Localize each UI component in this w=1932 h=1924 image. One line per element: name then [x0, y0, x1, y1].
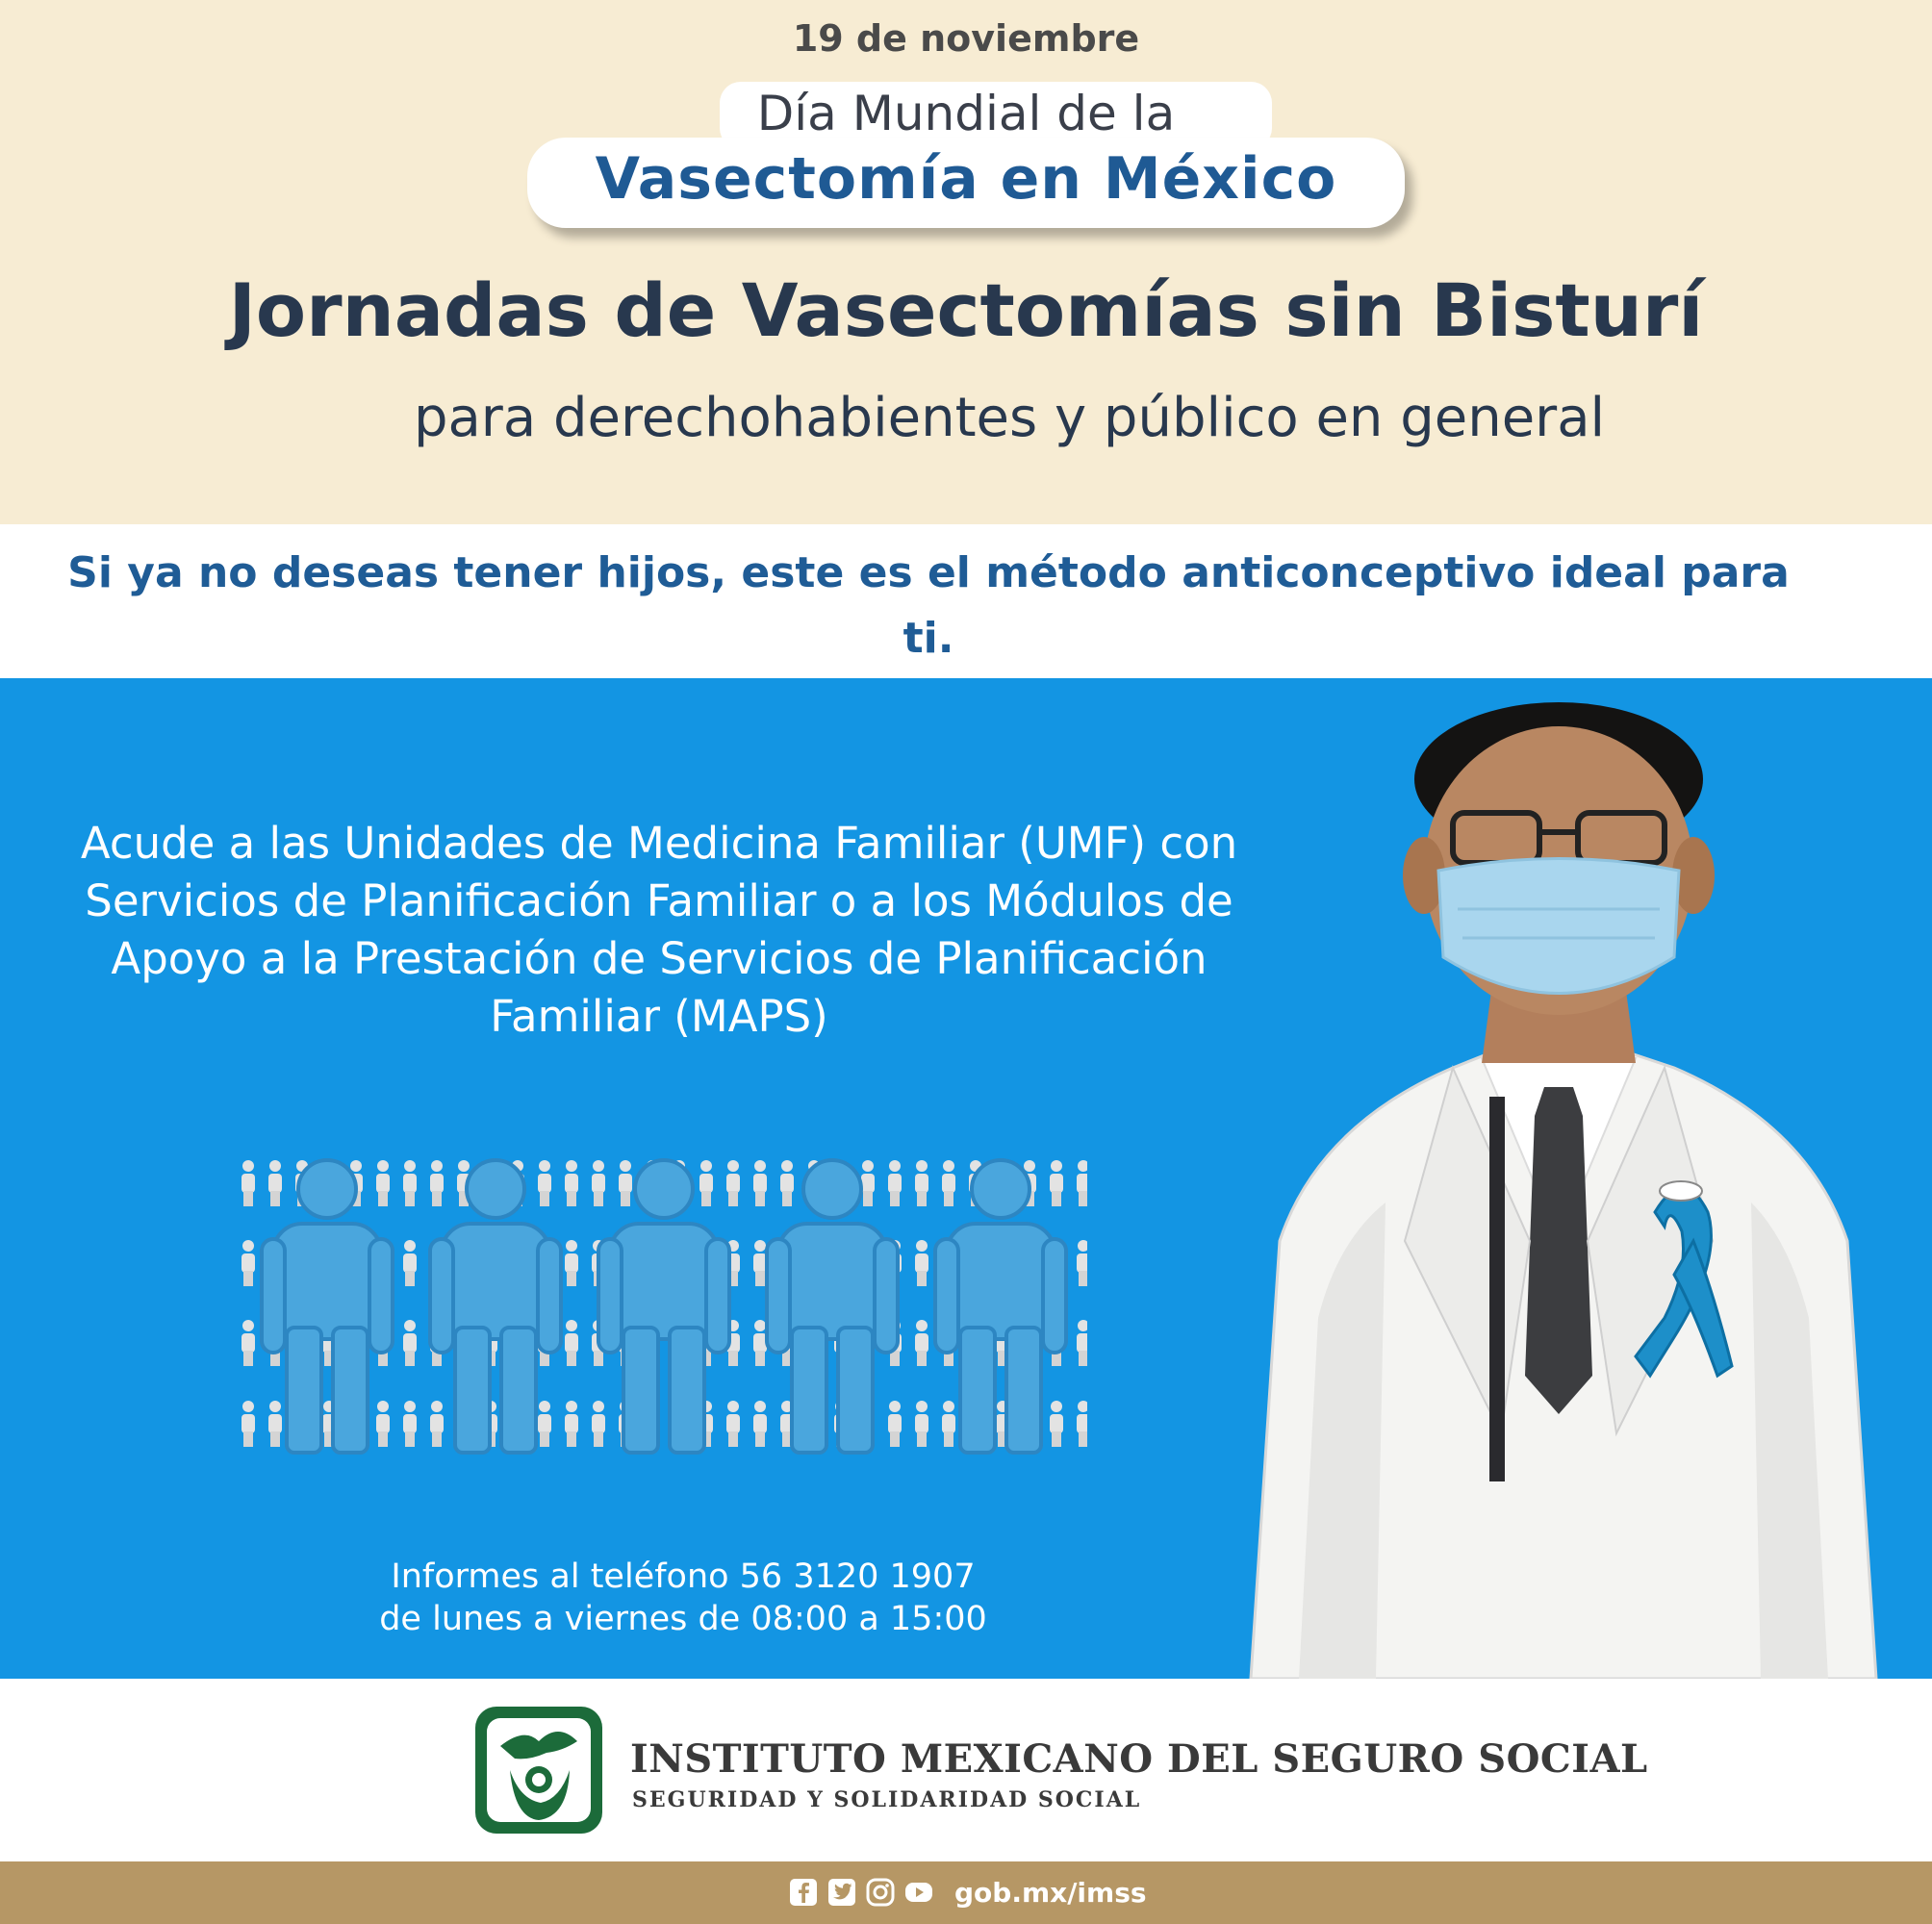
small-person-icon — [1050, 1160, 1063, 1206]
small-person-icon — [699, 1160, 713, 1206]
small-person-icon — [565, 1401, 578, 1447]
small-person-icon — [565, 1240, 578, 1286]
small-person-icon — [888, 1160, 902, 1206]
small-person-icon — [1077, 1240, 1087, 1286]
small-person-icon — [726, 1401, 740, 1447]
contact-info — [0, 1556, 1366, 1640]
badge-line-2: Vasectomía en México — [595, 145, 1337, 213]
main-title: Jornadas de Vasectomías sin Bisturí — [228, 267, 1704, 353]
event-date: 19 de noviembre — [792, 17, 1140, 60]
small-person-icon — [915, 1240, 928, 1286]
subtitle: para derechohabientes y público en general — [413, 387, 1606, 449]
institute-name: INSTITUTO MEXICANO DEL SEGURO SOCIAL — [630, 1736, 1648, 1782]
imss-emblem-icon — [471, 1703, 606, 1837]
info-panel — [0, 678, 1932, 1679]
footer-bar — [0, 1861, 1932, 1924]
small-person-icon — [430, 1160, 444, 1206]
tagline: Si ya no deseas tener hijos, este es el método anticonceptivo ideal para ti. — [67, 548, 1790, 663]
small-person-icon — [403, 1160, 417, 1206]
small-person-icon — [915, 1320, 928, 1366]
small-person-icon — [242, 1160, 255, 1206]
small-person-icon — [1077, 1320, 1087, 1366]
event-badge — [527, 82, 1405, 228]
small-person-icon — [1050, 1401, 1063, 1447]
small-person-icon — [753, 1320, 767, 1366]
small-person-icon — [753, 1240, 767, 1286]
site-url-link[interactable]: gob.mx/imss — [954, 1876, 1147, 1909]
small-person-icon — [403, 1401, 417, 1447]
small-person-icon — [1077, 1160, 1087, 1206]
people-crowd-illustration — [231, 1154, 1087, 1472]
small-person-icon — [619, 1160, 632, 1206]
contact-phone: Informes al teléfono 56 3120 1907 — [391, 1557, 976, 1596]
small-person-icon — [915, 1160, 928, 1206]
small-person-icon — [592, 1401, 605, 1447]
small-person-icon — [538, 1401, 551, 1447]
small-person-icon — [861, 1160, 875, 1206]
small-person-icon — [376, 1160, 390, 1206]
small-person-icon — [565, 1320, 578, 1366]
small-person-icon — [430, 1401, 444, 1447]
small-person-icon — [942, 1401, 955, 1447]
small-person-icon — [268, 1160, 282, 1206]
header-banner — [0, 0, 1932, 524]
twitter-icon[interactable] — [827, 1878, 856, 1907]
small-person-icon — [242, 1240, 255, 1286]
contact-hours: de lunes a viernes de 08:00 a 15:00 — [379, 1600, 987, 1638]
small-person-icon — [592, 1160, 605, 1206]
info-text: Acude a las Unidades de Medicina Familiar (UMF) con Servicios de Planificación Familiar o a los Módulos de Apoyo a la Prestación de Servicios de Planificación Familiar (MAPS) — [80, 818, 1238, 1042]
small-person-icon — [942, 1160, 955, 1206]
small-person-icon — [376, 1401, 390, 1447]
instagram-icon[interactable] — [866, 1878, 895, 1907]
small-person-icon — [242, 1320, 255, 1366]
small-person-icon — [726, 1160, 740, 1206]
small-person-icon — [1077, 1401, 1087, 1447]
youtube-icon[interactable] — [904, 1878, 933, 1907]
small-person-icon — [915, 1401, 928, 1447]
small-person-icon — [242, 1401, 255, 1447]
facebook-icon[interactable] — [789, 1878, 818, 1907]
badge-line-1: Día Mundial de la — [756, 86, 1176, 141]
social-links — [789, 1875, 1147, 1910]
small-person-icon — [403, 1240, 417, 1286]
small-person-icon — [403, 1320, 417, 1366]
small-person-icon — [753, 1160, 767, 1206]
doctor-photo — [1212, 702, 1905, 1679]
small-person-icon — [538, 1160, 551, 1206]
institute-tagline: SEGURIDAD Y SOLIDARIDAD SOCIAL — [632, 1787, 1142, 1812]
small-person-icon — [780, 1160, 794, 1206]
small-person-icon — [753, 1401, 767, 1447]
small-person-icon — [268, 1401, 282, 1447]
imss-logo-area — [0, 1679, 1932, 1861]
small-person-icon — [565, 1160, 578, 1206]
small-person-icon — [888, 1401, 902, 1447]
